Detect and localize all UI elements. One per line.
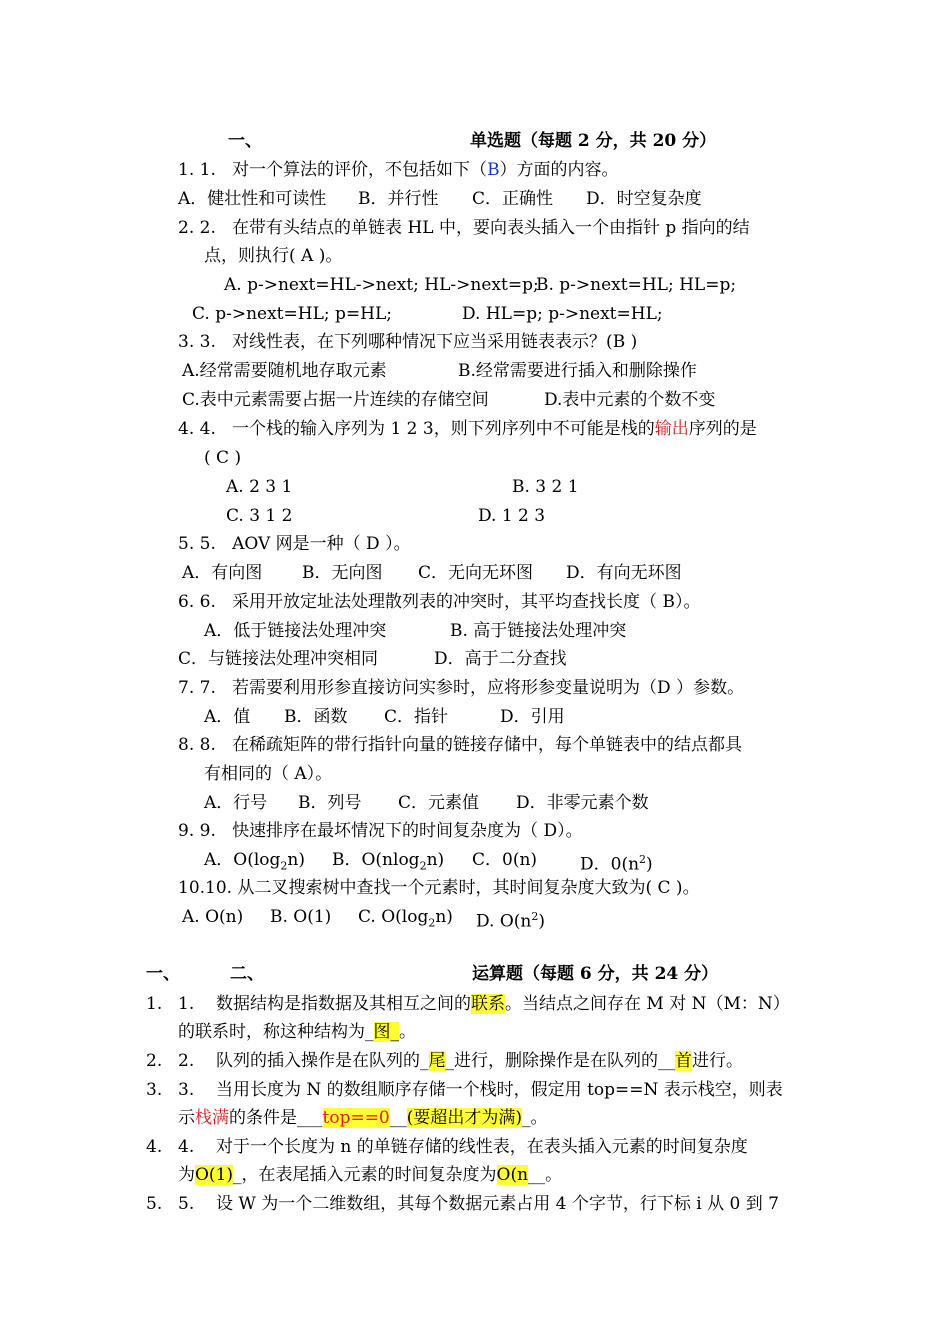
q2-stem-line1: [178, 217, 750, 239]
q5-stem: [178, 533, 411, 555]
q4-highlight-output: 输出: [654, 419, 689, 439]
q8-option-c: C．元素值: [398, 793, 480, 813]
section2-title: 运算题（每题 6 分，共 24 分）: [472, 964, 719, 984]
s2-item3-answer1: top==0: [322, 1108, 390, 1128]
q4-option-d: D. 1 2 3: [478, 506, 546, 526]
q6-option-c: C．与链接法处理冲突相同: [178, 649, 379, 669]
q8-option-d: D．非零元素个数: [516, 793, 649, 813]
s2-item2-number: 2.: [146, 1051, 163, 1071]
s2-item1-answer1: 联系: [471, 994, 505, 1014]
q1-option-d: D．时空复杂度: [586, 189, 702, 209]
q9-option-d: D．$0(n^2)$: [580, 853, 653, 875]
q4-number: 4. 4.: [178, 419, 216, 439]
q3-option-b: B.经常需要进行插入和删除操作: [458, 361, 697, 381]
s2-item4-line2: 为O(1)_，在表尾插入元素的时间复杂度为O(n__。: [178, 1165, 563, 1185]
q6-option-a: A．低于链接法处理冲突: [204, 621, 387, 641]
s2-item4-number2: 4.: [178, 1137, 195, 1157]
q10-option-b: B. O(1): [270, 907, 332, 927]
q2-number: 2. 2.: [178, 218, 216, 238]
s2-item1-answer2: 图_: [373, 1022, 399, 1042]
q6-option-d: D．高于二分查找: [434, 649, 567, 669]
s2-item2-answer1: 尾: [428, 1051, 446, 1071]
q5-number: 5. 5.: [178, 534, 216, 554]
q4-stem-line1: [178, 418, 757, 440]
s2-item4-line1: 对于一个长度为 n 的单链存储的线性表，在表头插入元素的时间复杂度: [216, 1137, 748, 1157]
q1-text-post: ）方面的内容。: [499, 160, 619, 180]
section2-number-b: 二、: [230, 964, 264, 984]
s2-item3-line2: 示栈满的条件是___top==0__(要超出才为满)_。: [178, 1108, 548, 1128]
q10-option-a: A. O(n): [182, 907, 244, 927]
q8-stem-line2: 有相同的（ A）。: [204, 764, 333, 784]
q7-option-d: D．引用: [500, 707, 565, 727]
q9-text: 快速排序在最坏情况下的时间复杂度为（ D）。: [232, 821, 583, 841]
q10-option-d: D. $O(n^2)$: [476, 910, 545, 932]
q10-option-c: C. $O(\log_2n)$: [358, 907, 453, 930]
q4-text-post: 序列的是: [688, 419, 757, 439]
s2-item4-answer2: O(n: [496, 1165, 529, 1185]
section2-number-a: 一、: [146, 964, 180, 984]
s2-item2-number2: 2.: [178, 1051, 195, 1071]
q2-option-a: A. p->next=HL->next; HL->next=p;: [224, 275, 539, 295]
q1-answer: B: [487, 160, 500, 180]
q8-text1: 在稀疏矩阵的带行指针向量的链接存储中，每个单链表中的结点都具: [232, 735, 743, 755]
q1-option-c: C．正确性: [472, 189, 554, 209]
q4-option-a: A. 2 3 1: [226, 477, 293, 497]
q6-stem: [178, 591, 700, 613]
q7-option-a: A．值: [204, 707, 251, 727]
q7-option-b: B．函数: [284, 707, 348, 727]
q3-text: 对线性表，在下列哪种情况下应当采用链表表示？(B ): [232, 332, 638, 352]
q2-option-b: B. p->next=HL; HL=p;: [536, 275, 737, 295]
q6-option-b: B. 高于链接法处理冲突: [450, 621, 627, 641]
q9-option-b: B．O(nlog$_2$n): [332, 850, 445, 873]
q2-stem-line2: 点，则执行( A )。: [204, 246, 343, 266]
s2-item2-line1: 队列的插入操作是在队列的_尾_进行，删除操作是在队列的__首进行。: [216, 1051, 743, 1071]
q3-option-c: C.表中元素需要占据一片连续的存储空间: [182, 390, 489, 410]
s2-item1-line1: 数据结构是指数据及其相互之间的联系。当结点之间存在 M 对 N（M：N）: [216, 994, 790, 1014]
section1-number: 一、: [228, 131, 262, 151]
q6-text: 采用开放定址法处理散列表的冲突时，其平均查找长度（ B）。: [232, 592, 701, 612]
q9-option-c: C．0(n): [472, 850, 538, 870]
q4-stem-line2: ( C ): [204, 448, 242, 468]
q5-option-b: B．无向图: [302, 563, 383, 583]
s2-item3-answer2: (要超出才为满): [406, 1108, 523, 1128]
s2-item2-answer2: 首: [675, 1051, 692, 1071]
s2-item3-highlight: 栈满: [195, 1108, 229, 1128]
q5-text: AOV 网是一种（ D ）。: [232, 534, 411, 554]
q4-option-c: C. 3 1 2: [226, 506, 293, 526]
s2-item5-line1: 设 W 为一个二维数组，其每个数据元素占用 4 个字节，行下标 i 从 0 到 7: [216, 1194, 779, 1214]
q1-number: 1. 1.: [178, 160, 216, 180]
s2-item5-number2: 5.: [178, 1194, 195, 1214]
s2-item5-number: 5.: [146, 1194, 163, 1214]
s2-item3-number2: 3.: [178, 1080, 195, 1100]
q7-option-c: C．指针: [384, 707, 449, 727]
q3-stem: [178, 331, 637, 353]
q8-stem-line1: [178, 734, 742, 756]
q7-text: 若需要利用形参直接访问实参时，应将形参变量说明为（D ）参数。: [232, 678, 745, 698]
q7-number: 7. 7.: [178, 678, 216, 698]
q2-option-d: D. HL=p; p->next=HL;: [462, 304, 663, 324]
s2-item4-answer1: O(1): [195, 1165, 234, 1185]
q2-option-c: C. p->next=HL; p=HL;: [192, 304, 392, 324]
q2-text1: 在带有头结点的单链表 HL 中，要向表头插入一个由指针 p 指向的结: [232, 218, 750, 238]
s2-item3-number: 3.: [146, 1080, 163, 1100]
q10-text: 从二叉搜索树中查找一个元素时，其时间复杂度大致为( C )。: [237, 878, 700, 898]
q5-option-d: D．有向无环图: [566, 563, 682, 583]
q3-option-d: D.表中元素的个数不变: [544, 390, 716, 410]
q10-number: 10.10.: [178, 878, 233, 898]
q7-stem: [178, 677, 744, 699]
q8-option-a: A．行号: [204, 793, 268, 813]
q3-number: 3. 3.: [178, 332, 216, 352]
q5-option-a: A．有向图: [182, 563, 263, 583]
q1-option-b: B．并行性: [358, 189, 439, 209]
s2-item1-number: 1.: [146, 994, 163, 1014]
q9-option-a: A．$O(\log_2n)$: [204, 850, 305, 873]
q9-stem: [178, 820, 583, 842]
q1-option-a: A．健壮性和可读性: [178, 189, 327, 209]
s2-item1-line2: 的联系时，称这种结构为_图_。: [178, 1022, 416, 1042]
section1-title: 单选题（每题 2 分，共 20 分）: [470, 131, 717, 151]
q8-option-b: B．列号: [298, 793, 362, 813]
q9-number: 9. 9.: [178, 821, 216, 841]
q3-option-a: A.经常需要随机地存取元素: [182, 361, 387, 381]
q1-stem: [178, 159, 619, 181]
q6-number: 6. 6.: [178, 592, 216, 612]
q4-option-b: B. 3 2 1: [512, 477, 579, 497]
s2-item1-number2: 1.: [178, 994, 195, 1014]
q1-text-pre: 对一个算法的评价，不包括如下（: [232, 160, 488, 180]
q10-stem: [178, 877, 700, 899]
q5-option-c: C．无向无环图: [418, 563, 534, 583]
s2-item3-line1: 当用长度为 N 的数组顺序存储一个栈时，假定用 top==N 表示栈空，则表: [216, 1080, 783, 1100]
q8-number: 8. 8.: [178, 735, 216, 755]
q4-text-pre: 一个栈的输入序列为 1 2 3，则下列序列中不可能是栈的: [232, 419, 655, 439]
s2-item4-number: 4.: [146, 1137, 163, 1157]
